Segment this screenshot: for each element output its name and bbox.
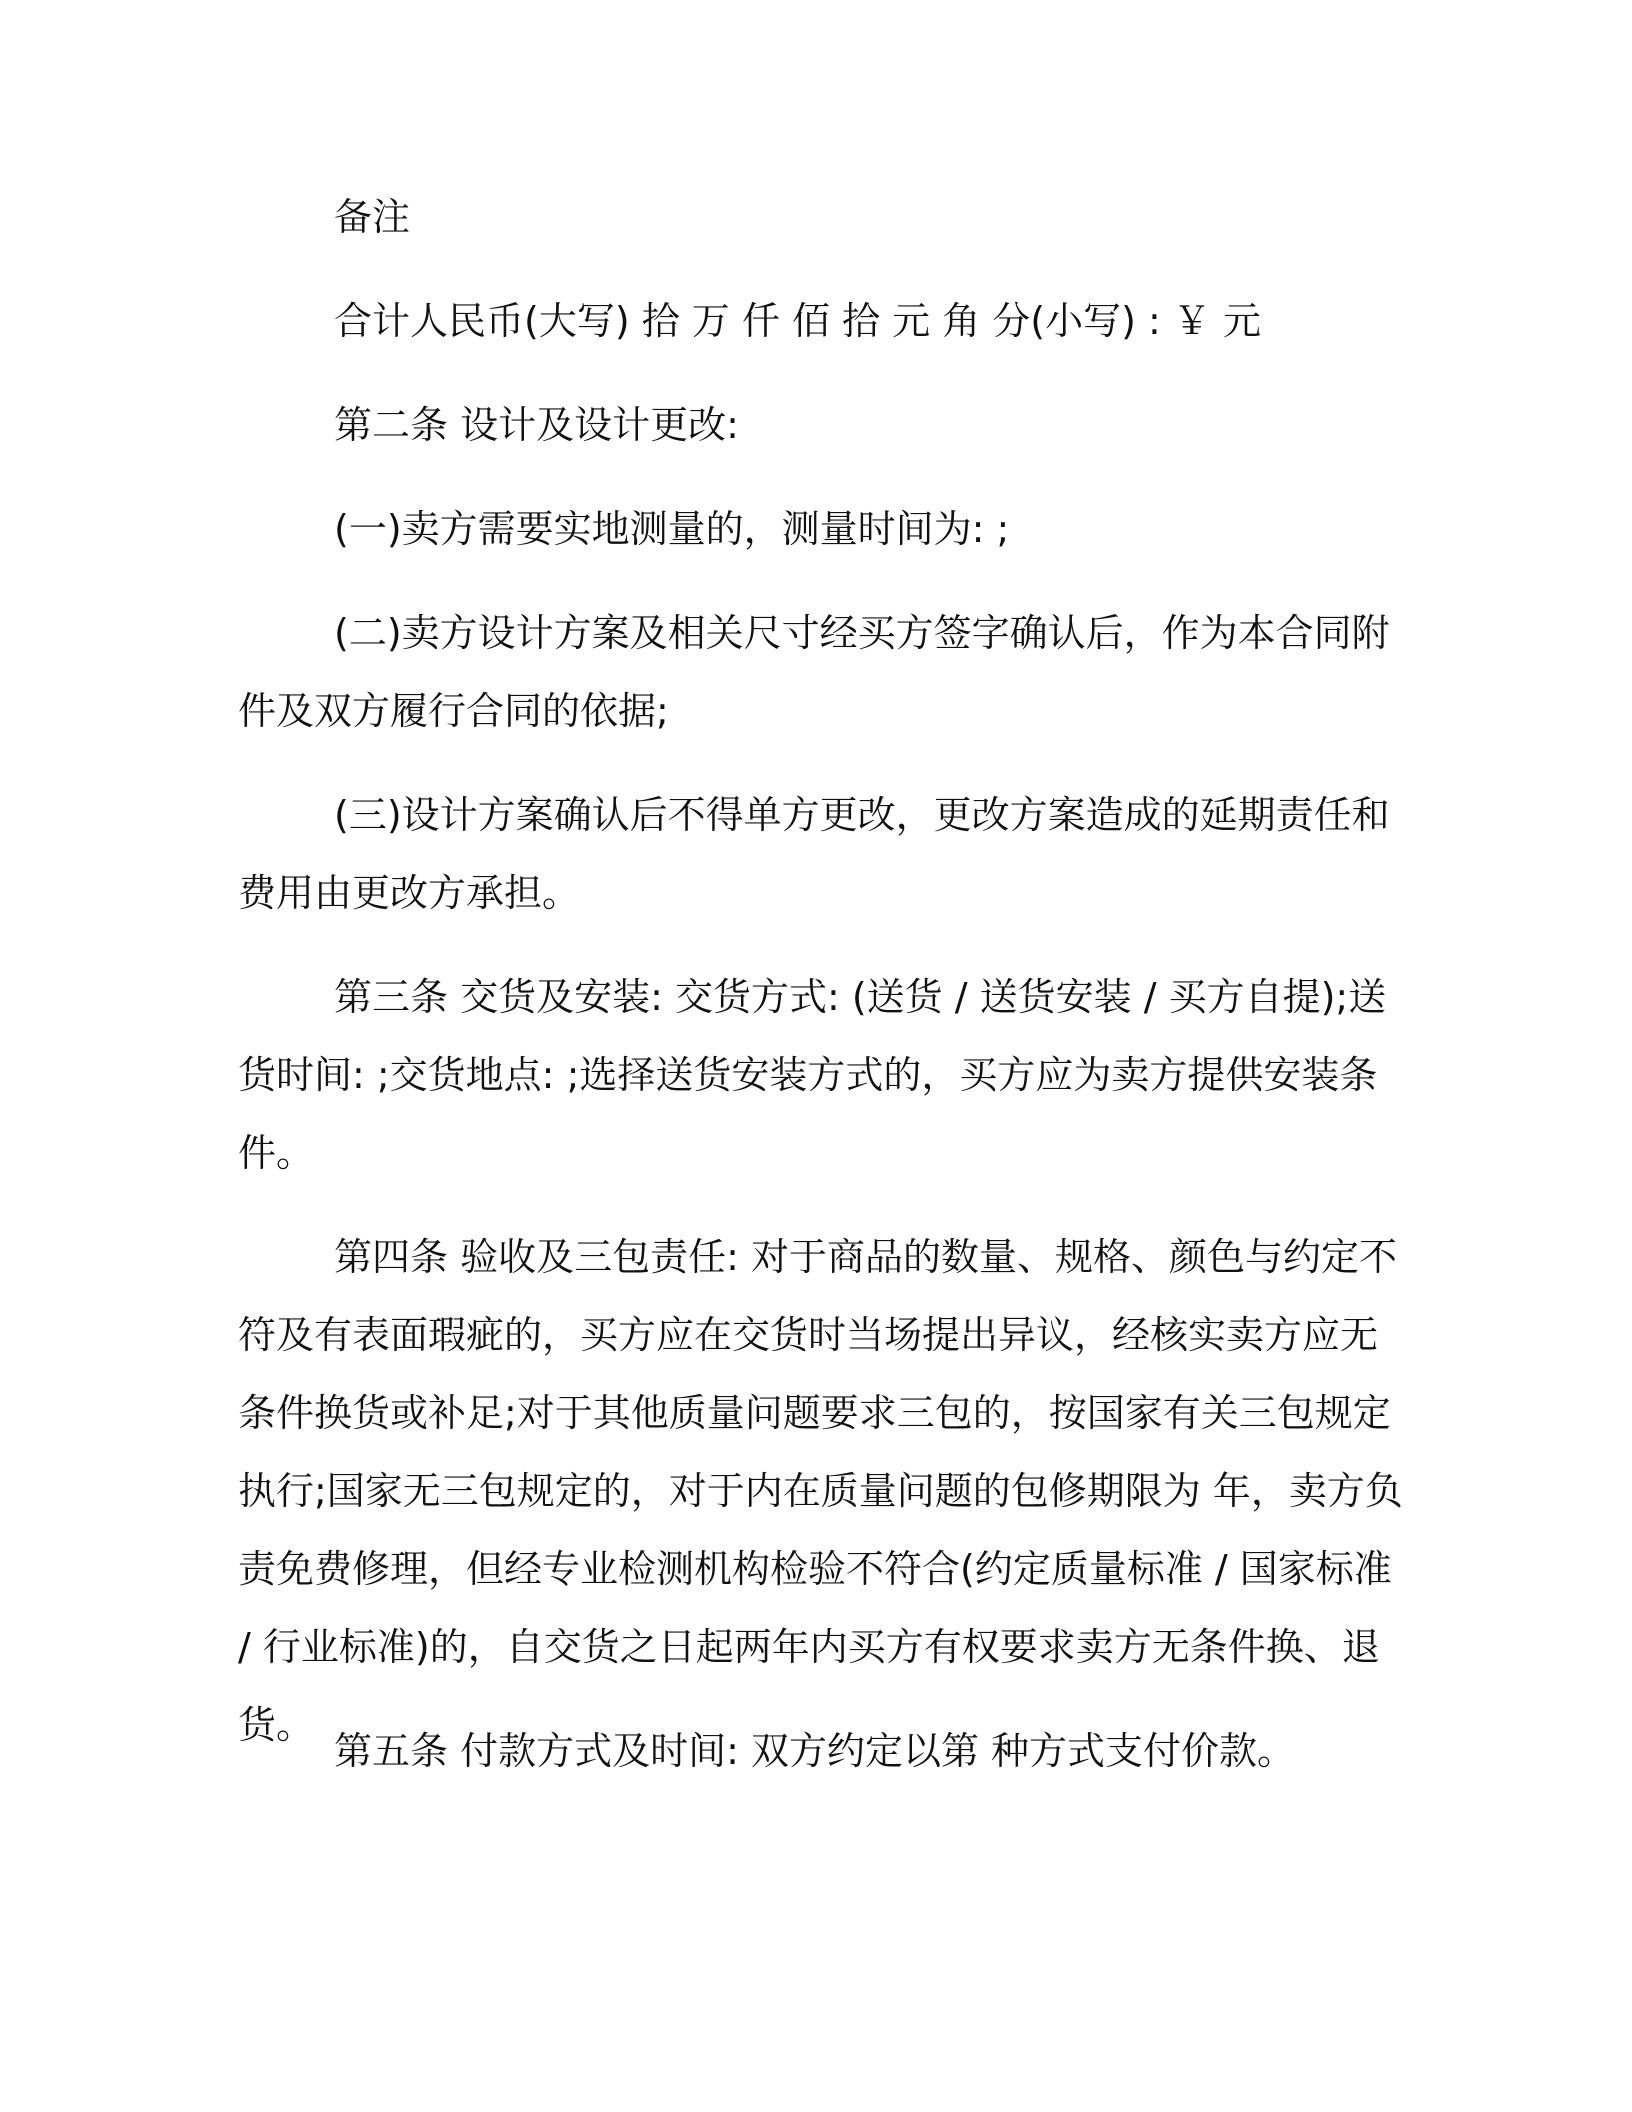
article-2-heading: 第二条 设计及设计更改: xyxy=(334,403,739,447)
article-2-clause-2: (二)卖方设计方案及相关尺寸经买方签字确认后，作为本合同附件及双方履行合同的依据; xyxy=(238,611,1390,733)
article-4-paragraph: 第四条 验收及三包责任: 对于商品的数量、规格、颜色与约定不符及有表面瑕疵的，买方应在交货时当场提出异议，经核实卖方应无条件换货或补足;对于其他质量问题要求三包的，按国家有关三包规定执行;国家无三包规定的，对于内在质量问题的包修期限为 年，卖方负责免费修理，但经专业检测机构检验不符合(约定质量标准 / 国家标准 / 行业标准)的，自交货之日起两年内买方有权要求卖方无条件换、退货。 xyxy=(238,1235,1403,1747)
article-3-paragraph: 第三条 交货及安装: 交货方式: (送货 / 送货安装 / 买方自提);送货时间: ;交货地点: ;选择送货安装方式的，买方应为卖方提供安装条件。 xyxy=(238,975,1387,1175)
article-2-clause-3: (三)设计方案确认后不得单方更改，更改方案造成的延期责任和费用由更改方承担。 xyxy=(238,793,1390,915)
article-2-clause-1: (一)卖方需要实地测量的，测量时间为: ; xyxy=(334,507,1010,551)
total-amount-line: 合计人民币(大写) 拾 万 仟 佰 拾 元 角 分(小写) : ￥ 元 xyxy=(334,299,1261,343)
article-5-paragraph: 第五条 付款方式及时间: 双方约定以第 种方式支付价款。 xyxy=(334,1729,1296,1773)
remark-heading: 备注 xyxy=(334,195,411,239)
